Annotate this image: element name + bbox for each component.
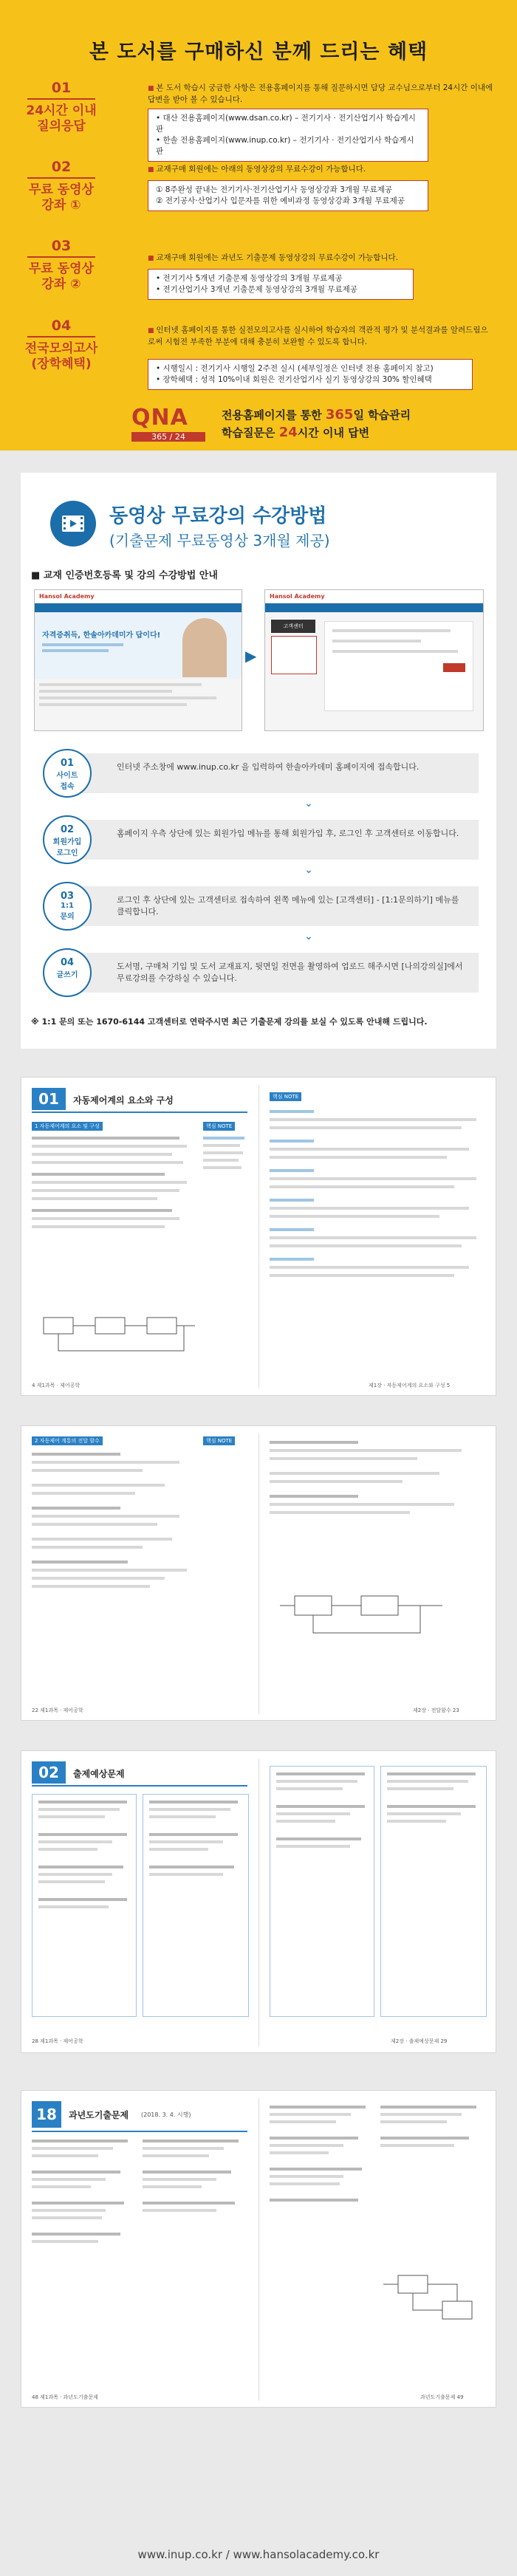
text-line — [270, 1480, 403, 1483]
site-nav-bar — [35, 603, 242, 612]
step-text: 인터넷 주소창에 www.inup.co.kr 을 입력하여 한솔아카데미 홈페이지에 접속합니다. — [65, 753, 479, 793]
benefit-name: 전국모의고사 (장학혜택) — [24, 341, 98, 371]
video-section-heading: ■ 교재 인증번호등록 및 강의 수강방법 안내 — [31, 570, 218, 581]
benefit-divider — [27, 177, 95, 179]
step-number: 01 — [60, 758, 75, 769]
text-line — [32, 1137, 179, 1140]
text-line — [270, 1118, 476, 1121]
side-note — [203, 1137, 247, 1169]
question-line — [270, 2144, 343, 2147]
question-line — [149, 1866, 234, 1868]
question-column — [32, 2140, 135, 2247]
question-line — [32, 2171, 120, 2174]
site-banner-headline: 자격증취득, 한솔아카데미가 답이다! — [42, 631, 161, 640]
benefits-title: 본 도서를 구매하신 분께 드리는 혜택 — [89, 41, 428, 64]
question-line — [149, 1801, 238, 1803]
page-text-block — [270, 1110, 484, 1277]
question-line — [380, 2144, 454, 2147]
question-line — [270, 2199, 358, 2202]
film-icon — [50, 501, 96, 547]
question-line — [380, 2120, 447, 2123]
text-line — [32, 1515, 179, 1518]
note-line — [203, 1159, 239, 1162]
block-diagram-figure — [36, 1299, 199, 1358]
text-line — [32, 1569, 187, 1572]
benefit-description: ■ 인터넷 홈페이지를 통한 실전모의고사를 실시하여 학습자의 객관적 평가 및 분석결과를 알려드림으로써 시험전 부족한 부분에 대해 충분히 보완할 수 있도록 합니다. — [148, 325, 495, 348]
form-line — [332, 629, 451, 632]
benefit-number: 04 — [51, 318, 72, 334]
question-line — [149, 1840, 223, 1843]
site-logo: Hansol Academy — [265, 590, 483, 603]
chapter-title: 자동제어계의 요소와 구성 — [73, 1095, 174, 1106]
question-line — [38, 1840, 112, 1843]
highlighted-menu — [271, 636, 317, 674]
question-line — [276, 1772, 365, 1775]
banner-person-image — [182, 618, 227, 677]
page-footer-left: 22 제1과목 · 제어공학 — [32, 1707, 83, 1713]
chapter-subtitle: (2018. 3. 4. 시행) — [141, 2111, 191, 2118]
site-nav-bar — [265, 603, 483, 612]
question-line — [143, 2178, 216, 2181]
question-line — [276, 1812, 350, 1815]
question-line — [38, 1905, 109, 1908]
step-name: 1:1 문의 — [60, 902, 75, 921]
text-line — [270, 1169, 314, 1172]
question-line — [387, 1812, 461, 1815]
question-line — [380, 2137, 469, 2140]
site-banner — [35, 612, 242, 679]
chapter-rule — [32, 1111, 247, 1113]
text-line — [32, 1225, 165, 1228]
question-line — [32, 2140, 128, 2142]
question-line — [276, 1805, 365, 1808]
text-line — [32, 1209, 172, 1212]
step-number: 02 — [60, 824, 75, 835]
text-line — [32, 1173, 165, 1176]
question-line — [270, 2113, 351, 2116]
question-column — [270, 1766, 374, 2017]
page-text-block — [32, 1137, 194, 1233]
question-line — [387, 1820, 446, 1823]
text-line — [32, 1461, 179, 1464]
page-footer-right: 제2장 · 전달함수 23 — [413, 1707, 459, 1713]
text-line — [270, 1140, 314, 1143]
qna-highlight: 24 — [278, 425, 298, 440]
text-line — [270, 1511, 410, 1514]
page-footer-right: 제2장 · 출제예상문제 29 — [391, 2038, 448, 2044]
question-line — [270, 2120, 336, 2123]
question-column — [380, 2106, 484, 2151]
page-footer-left: 4 제1과목 · 제어공학 — [32, 1383, 81, 1388]
text-line — [270, 1199, 314, 1202]
question-column — [32, 1794, 137, 2017]
video-title: 동영상 무료강의 수강방법 — [109, 505, 327, 527]
benefit-box-line: • 전기기사 5개년 기출문제 동영상강의 3개월 무료제공 — [156, 273, 405, 284]
question-line — [270, 2151, 329, 2154]
video-subtitle: (기출문제 무료동영상 3개월 제공) — [109, 532, 330, 549]
video-notice: ※ 1:1 문의 또는 1670-6144 고객센터로 연락주시면 최근 기출문제 강의를 보실 수 있도록 안내해 드립니다. — [31, 1017, 428, 1027]
step-circle — [43, 882, 92, 931]
question-line — [380, 2113, 462, 2116]
benefit-box-line: • 장학혜택 : 성적 10%이내 회원은 전기산업기사 실기 동영상강의 30% 할인혜택 — [156, 374, 465, 386]
book-spread-2 — [21, 1425, 496, 1721]
text-line — [32, 1469, 143, 1472]
question-line — [276, 1780, 357, 1783]
step-name: 사이트 접속 — [56, 772, 78, 791]
content-line — [39, 696, 216, 699]
question-line — [270, 2168, 362, 2171]
benefit-description: ■ 본 도서 학습시 궁금한 사항은 전용홈페이지를 통해 질문하시면 담당 교수님으로부터 24시간 이내에 답변을 받아 볼 수 있습니다. — [148, 83, 495, 106]
text-line — [270, 1236, 476, 1239]
site-logo: Hansol Academy — [35, 590, 242, 603]
form-line — [332, 650, 458, 653]
benefit-number: 01 — [51, 80, 72, 96]
text-line — [32, 1585, 150, 1588]
question-column — [380, 1766, 487, 2017]
step-text: 홈페이지 우측 상단에 있는 회원가입 메뉴를 통해 회원가입 후, 로그인 후 고객센터로 이동합니다. — [65, 820, 479, 860]
inquiry-form — [324, 621, 473, 711]
question-line — [32, 2233, 120, 2236]
benefit-divider — [27, 256, 95, 258]
question-line — [143, 2140, 239, 2142]
note-line — [203, 1137, 244, 1140]
text-line — [32, 1523, 157, 1526]
benefit-name: 무료 동영상 강좌 ① — [28, 182, 95, 213]
question-line — [149, 1815, 216, 1818]
text-line — [270, 1266, 469, 1269]
text-line — [32, 1546, 143, 1549]
spread-gutter — [258, 1758, 259, 2046]
text-line — [270, 1503, 454, 1506]
chapter-rule — [32, 2131, 247, 2132]
text-line — [270, 1274, 454, 1277]
question-line — [143, 2209, 216, 2212]
step-name: 글쓰기 — [56, 971, 78, 979]
step-circle — [43, 815, 92, 864]
benefit-box — [148, 269, 414, 300]
question-line — [143, 2154, 209, 2157]
question-line — [387, 1780, 468, 1783]
benefit-divider — [27, 336, 95, 338]
benefit-box-line: • 대산 전용홈페이지(www.dsan.co.kr) – 전기기사 · 전기산업기사 학습게시판 — [156, 113, 420, 135]
text-line — [32, 1538, 172, 1541]
step-number: 03 — [60, 891, 75, 902]
text-line — [270, 1472, 439, 1475]
step-text: 로그인 후 상단에 있는 고객센터로 접속하여 왼쪽 메뉴에 있는 [고객센터] - [1:1문의하기] 메뉴를 클릭합니다. — [65, 886, 479, 926]
text-line — [270, 1215, 439, 1218]
form-line — [332, 640, 421, 643]
question-line — [149, 1873, 223, 1876]
text-line — [32, 1561, 128, 1563]
step-number: 04 — [60, 957, 75, 968]
text-line — [32, 1507, 120, 1510]
question-line — [276, 1845, 350, 1848]
question-line — [32, 2147, 113, 2150]
text-line — [32, 1145, 187, 1148]
text-line — [270, 1110, 314, 1113]
text-line — [32, 1153, 172, 1156]
text-line — [32, 1577, 165, 1580]
video-lecture-section — [21, 473, 496, 1049]
text-line — [32, 1492, 135, 1495]
spread-gutter — [258, 1433, 259, 1714]
page-footer-left: 28 제1과목 · 제어공학 — [32, 2038, 83, 2044]
step-text: 도서명, 구매처 기입 및 도서 교재표지, 뒷면일 전면을 촬영하여 업로드 해주시면 [나의강의실]에서 무료강의를 수강하실 수 있습니다. — [65, 953, 479, 993]
question-line — [276, 1837, 361, 1840]
spread-gutter — [258, 1085, 259, 1388]
chapter-title: 출제예상문제 — [73, 1769, 125, 1779]
homepage-screenshot — [34, 589, 242, 731]
text-line — [270, 1156, 447, 1159]
question-line — [380, 2106, 476, 2109]
question-line — [149, 1833, 238, 1836]
circuit-figure — [383, 2261, 479, 2334]
question-line — [149, 1848, 208, 1851]
question-line — [387, 1787, 453, 1790]
benefit-box-line: ② 전기공사·산업기사 입문자를 위한 예비과정 동영상강좌 3개월 무료제공 — [156, 196, 405, 205]
text-line — [32, 1161, 183, 1164]
page-footer-left: 48 제1과목 · 과년도기출문제 — [32, 2394, 98, 2400]
qna-label: QNA — [131, 405, 188, 431]
benefit-name: 무료 동영상 강좌 ② — [28, 261, 95, 292]
text-line — [270, 1441, 358, 1444]
text-line — [270, 1207, 469, 1210]
text-line — [270, 1185, 454, 1188]
question-line — [38, 1815, 105, 1818]
question-column — [143, 1794, 249, 2017]
banner-text-line — [42, 643, 123, 646]
text-line — [270, 1126, 462, 1129]
question-line — [143, 2202, 235, 2205]
page-footer-right: 제1장 · 자동제어계의 요소와 구성 5 — [369, 1383, 451, 1388]
question-line — [32, 2216, 102, 2219]
text-line — [32, 1189, 179, 1192]
question-line — [38, 1833, 127, 1836]
text-line — [32, 1453, 120, 1456]
page-text-block — [32, 1453, 194, 1588]
text-line — [270, 1449, 462, 1452]
book-spread-1 — [21, 1077, 496, 1396]
text-line — [32, 1217, 179, 1220]
video-section-text: 교재 인증번호등록 및 강의 수강방법 안내 — [43, 570, 218, 581]
benefit-number: 03 — [51, 238, 72, 254]
book-spread-3 — [21, 1750, 496, 2053]
qna-sub-label: 365 / 24 — [131, 432, 205, 442]
chevron-down-icon: ⌄ — [304, 798, 313, 809]
question-line — [38, 1880, 105, 1883]
qna-line-text: 일 학습관리 — [353, 408, 411, 422]
step-circle — [43, 948, 92, 997]
question-line — [32, 2209, 106, 2212]
question-line — [32, 2240, 98, 2243]
question-line — [143, 2185, 202, 2188]
benefit-description: ■ 교재구매 회원에는 과년도 기출문제 동영상강의 무료수강이 가능합니다. — [148, 253, 495, 264]
qna-text — [222, 406, 411, 442]
core-note-tag: 핵심 NOTE — [203, 1436, 235, 1445]
question-line — [32, 2178, 106, 2181]
benefit-description: ■ 교재구매 회원에는 아래의 동영상강의 무료수강이 가능합니다. — [148, 164, 495, 176]
chevron-down-icon: ⌄ — [304, 931, 313, 942]
qna-line-text: 학습질문은 — [222, 426, 279, 439]
page-footer-right: 과년도기출문제 49 — [420, 2394, 464, 2400]
benefits-section — [0, 0, 517, 451]
text-line — [32, 1197, 157, 1200]
benefit-box-line: • 한솔 전용홈페이지(www.inup.co.kr) – 전기기사 · 전기산업기사 학습게시판 — [156, 135, 420, 157]
submit-button[interactable] — [443, 663, 465, 672]
question-line — [32, 2202, 124, 2205]
qna-line-text: 시간 이내 답변 — [297, 426, 370, 439]
benefit-box — [148, 180, 428, 211]
question-column — [143, 2140, 246, 2216]
question-line — [38, 1873, 112, 1876]
question-line — [276, 1820, 335, 1823]
chapter-number: 02 — [32, 1761, 66, 1784]
book-spread-4 — [21, 2090, 496, 2408]
chevron-down-icon: ⌄ — [304, 864, 313, 876]
qna-line-text: 전용홈페이지를 통한 — [222, 408, 326, 422]
step-name: 회원가입 로그인 — [52, 838, 82, 857]
circuit-figure — [280, 1574, 472, 1640]
section-tag: 2 자동제어 계통의 전달 함수 — [32, 1436, 103, 1445]
chapter-rule — [32, 1785, 247, 1787]
customer-center-screenshot — [264, 589, 484, 731]
text-line — [32, 1484, 165, 1487]
question-line — [38, 1801, 127, 1803]
text-line — [270, 1148, 469, 1151]
site-url-footer: www.inup.co.kr / www.hansolacademy.co.kr — [137, 2548, 380, 2561]
chapter-number: 18 — [32, 2101, 61, 2128]
step-circle — [43, 749, 92, 798]
benefit-box-line: • 전기산업기사 3개년 기출문제 동영상강의 3개월 무료제공 — [156, 284, 405, 295]
spread-gutter — [258, 2098, 259, 2401]
content-line — [39, 683, 202, 686]
text-line — [32, 1181, 187, 1184]
question-line — [38, 1808, 120, 1811]
benefit-box-line: • 시행일시 : 전기기사 시행일 2주전 실시 (세부일정은 인터넷 전용 홈페이지 참고) — [156, 363, 465, 374]
section-tag: 1 자동제어계의 요소 및 구성 — [32, 1122, 103, 1131]
note-line — [203, 1166, 242, 1169]
arrow-right-icon: ▶ — [245, 647, 257, 665]
note-line — [203, 1151, 243, 1154]
benefit-number: 02 — [51, 159, 72, 175]
question-line — [270, 2182, 340, 2185]
question-line — [32, 2154, 98, 2157]
text-line — [270, 1228, 314, 1231]
content-line — [39, 703, 187, 706]
benefit-box-line: ① 8주완성 끝내는 전기기사·전기산업기사 동영상강좌 3개월 무료제공 — [156, 185, 392, 194]
question-column — [270, 2106, 373, 2206]
question-line — [270, 2106, 366, 2109]
text-line — [270, 1457, 417, 1460]
question-line — [276, 1787, 343, 1790]
customer-center-menu[interactable]: 고객센터 — [271, 620, 315, 633]
text-line — [270, 1258, 314, 1261]
banner-text-line — [42, 649, 109, 652]
qna-highlight: 365 — [325, 407, 354, 422]
question-line — [149, 1808, 230, 1811]
content-line — [39, 690, 172, 693]
question-line — [32, 2185, 91, 2188]
question-line — [143, 2171, 231, 2174]
text-line — [270, 1244, 462, 1247]
page-text-block — [270, 1441, 484, 1514]
core-note-tag: 핵심 NOTE — [203, 1122, 235, 1131]
benefit-box — [148, 359, 473, 390]
question-line — [387, 1805, 476, 1808]
core-note-tag: 핵심 NOTE — [270, 1092, 301, 1101]
benefit-name: 24시간 이내 질의응답 — [26, 103, 97, 134]
question-line — [143, 2147, 224, 2150]
question-line — [387, 1772, 476, 1775]
benefit-divider — [27, 98, 95, 100]
benefit-box — [148, 109, 428, 162]
text-line — [270, 1177, 476, 1180]
video-play-icon — [50, 501, 96, 547]
question-line — [270, 2137, 358, 2140]
question-line — [38, 1898, 127, 1901]
note-line — [203, 1144, 240, 1147]
question-line — [270, 2175, 343, 2178]
question-line — [38, 1866, 123, 1868]
question-line — [38, 1848, 97, 1851]
chapter-number: 01 — [32, 1088, 66, 1110]
text-line — [270, 1495, 358, 1498]
chapter-title: 과년도기출문제 — [69, 2110, 129, 2120]
